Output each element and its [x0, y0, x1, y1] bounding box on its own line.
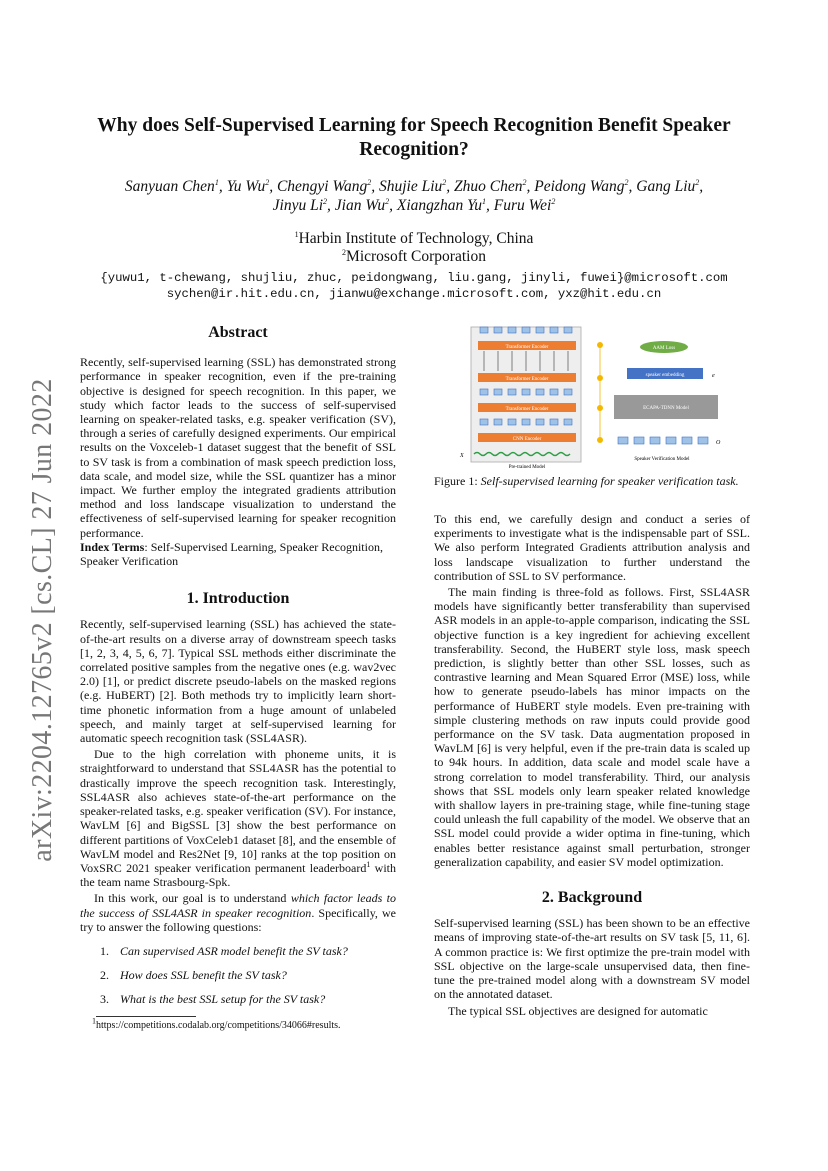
author-line-2: Jinyu Li$^2$, Jian Wu$^2$, Xiangzhan Yu$^1$, Furu Wei$^2$ — [272, 196, 556, 214]
affiliation-1 — [80, 230, 748, 248]
right-paragraph-1: To this end, we carefully design and conduct a series of experiments to investigate what is the indispensable part of SSL. We also perform Integrated Gradients attribution analysis and loss landscape visualization to further understand the contribution of SSL to SV performance. — [434, 512, 750, 583]
index-terms-text: : Self-Supervised Learning, Speaker Recognition, Speaker Verification — [80, 539, 383, 569]
footnote — [80, 1016, 408, 1032]
intro-paragraph-1: Recently, self-supervised learning (SSL) has achieved the state-of-the-art results on a diverse array of downstream speech tasks [1, 2, 3, 4, 5, 6, 7]. Typical SSL methods either discriminate the correlated positive samples from the negative ones (e.g. wav2vec 2.0) [1], or predict discrete pseudo-labels on the masked regions (e.g. HuBERT) [2]. Both methods try to implicitly learn short-time phonetic information from a huge amount of unlabeled speech, and mainly target at self-supervised learning for automatic speech recognition task (SSL4ASR). — [80, 617, 396, 746]
question-text: What is the best SSL setup for the SV task? — [120, 992, 326, 1007]
affiliation-name: Microsoft Corporation — [346, 248, 486, 265]
author: Peidong Wang — [534, 178, 625, 195]
e-label: e — [712, 373, 715, 379]
author-line-1: Sanyuan Chen$^1$, Yu Wu$^2$, Chengyi Wang$^2$, Shujie Liu$^2$, Zhuo Chen$^2$, Peidong Wang$^2$, Gang Liu$^2$, — [124, 177, 704, 195]
abstract-body: Recently, self-supervised learning (SSL) has demonstrated strong performance in speaker recognition, even if the pre-training objective is designed for speech recognition. In this paper, we study which factor leads to the success of self-supervised learning on speaker-related tasks, e.g. speaker verification (SV), through a series of carefully designed experiments. Our empirical results on the Voxceleb-1 dataset suggest that the benefit of SSL to SV task is from a combination of mask speech prediction loss, data scale, and model size, while the SSL quantizer has a minor impact. We further employ the integrated gradients attribution method and loss landscape visualization to understand the effectiveness of self-supervised learning for speaker recognition performance. — [80, 355, 396, 540]
intro-paragraph-2 — [80, 747, 396, 889]
list-number: 2. — [100, 968, 109, 983]
figure-1 — [452, 323, 748, 473]
list-item — [80, 992, 396, 1006]
affiliations — [80, 230, 748, 266]
author: Yu Wu — [226, 178, 266, 195]
author-list — [80, 177, 748, 215]
author-aff: 2 — [522, 177, 527, 187]
abstract-heading: Abstract — [208, 324, 268, 341]
affiliation-name: Harbin Institute of Technology, China — [298, 230, 534, 247]
research-questions — [80, 944, 396, 1007]
emails-line-1: {yuwu1, t-chewang, shujliu, zhuc, peidongwang, liu.gang, jinyli, fuwei}@microsoft.com — [100, 271, 728, 285]
footnote-ref: 1 — [366, 859, 371, 869]
arxiv-id: arXiv:2204.12765v2 [cs.CL] 27 Jun 2022 — [27, 378, 58, 862]
emails-line-2: sychen@ir.hit.edu.cn, jianwu@exchange.microsoft.com, yxz@hit.edu.cn — [166, 287, 662, 301]
background-paragraph-1: Self-supervised learning (SSL) has been shown to be an effective means of improving state-of-the-art results on SV task [5, 11, 6]. A common practice is: We first optimize the pre-train model with SSL objective on the large-scale unsupervised data, then fine-tune the pre-trained model along with a downstream SV model on the annotated dataset. — [434, 916, 750, 1002]
author: Xiangzhan Yu — [396, 197, 483, 214]
o-label: O — [716, 440, 721, 446]
intro-p3-emphasis: which factor leads to the success of SSL4ASR in speaker recognition — [80, 891, 396, 920]
transformer-label: Transformer Encoder — [505, 377, 549, 382]
title-line-1: Why does Self-Supervised Learning for Speech Recognition Benefit Speaker — [97, 115, 731, 136]
left-column — [80, 326, 396, 1017]
x-label: X — [460, 453, 464, 459]
author-aff: 2 — [367, 177, 372, 187]
paper-title — [80, 114, 748, 162]
affiliation-2 — [80, 248, 748, 266]
author-aff: 2 — [695, 177, 700, 187]
author-aff: 2 — [624, 177, 629, 187]
list-item — [80, 944, 396, 958]
intro-p2-tail: with the team name Strasbourg-Spk. — [80, 860, 396, 890]
intro-p3-tail: . Specifically, we try to answer the following questions: — [80, 905, 396, 934]
cnn-label: CNN Encoder — [512, 437, 542, 442]
author-aff: 2 — [265, 177, 270, 187]
author: Furu Wei — [493, 197, 552, 214]
title-line-2: Recognition? — [359, 139, 469, 160]
author-aff: 2 — [551, 196, 556, 206]
ecapa-label: ECAPA-TDNN Model — [643, 406, 689, 411]
background-heading: 2. Background — [541, 889, 643, 907]
sv-model-label: Speaker Verification Model — [634, 457, 690, 462]
caption-label: Figure 1: — [434, 474, 481, 488]
author: Sanyuan Chen — [124, 178, 215, 195]
author-aff: 1 — [482, 196, 487, 206]
question-text: How does SSL benefit the SV task? — [120, 968, 287, 983]
author: Jinyu Li — [272, 197, 324, 214]
intro-paragraph-3 — [80, 891, 396, 934]
author: Shujie Liu — [378, 178, 443, 195]
footnote-divider — [96, 1016, 196, 1017]
caption-text: Self-supervised learning for speaker verification task. — [480, 474, 739, 488]
question-text: Can supervised ASR model benefit the SV task? — [120, 943, 348, 958]
author: Zhuo Chen — [454, 178, 523, 195]
author-aff: 1 — [214, 177, 219, 187]
architecture-diagram — [452, 323, 748, 473]
author-aff: 2 — [442, 177, 447, 187]
intro-p2-text: Due to the high correlation with phoneme units, it is straightforward to understand that SSL4ASR has the potential to drastically improve the speech recognition task. Interestingly, SSL4ASR also achieves state-of-the-art performance on the speaker-related tasks, e.g. speaker verification (SV). For instance, WavLM [6] and BigSSL [3] show the best performance on different partitions of VoxCeleb1 dataset [8], and the ensemble of WavLM model and Res2Net [9, 10] ranks at the top position on VoxSRC 2021 speaker verification permanent leaderboard — [80, 747, 396, 875]
index-terms-label: Index Terms — [80, 539, 145, 554]
intro-heading: 1. Introduction — [186, 590, 290, 608]
list-item — [80, 968, 396, 982]
transformer-label: Transformer Encoder — [505, 407, 549, 412]
author: Jian Wu — [334, 197, 386, 214]
pretrained-label: Pre-trained Model — [508, 465, 546, 470]
affiliation-num: 2 — [342, 247, 347, 257]
author-aff: 2 — [323, 196, 328, 206]
affiliation-num: 1 — [294, 229, 299, 239]
right-column — [434, 512, 750, 1018]
arxiv-sidebar — [18, 360, 68, 880]
footnote-num: 1 — [92, 1016, 96, 1026]
speaker-embedding-label: speaker embedding — [645, 373, 685, 378]
aam-label: AAM Loss — [652, 346, 676, 351]
right-paragraph-2: The main finding is three-fold as follows. First, SSL4ASR models have significantly better transferability than supervised ASR models in an apple-to-apple comparison, indicating the SSL objective function is a key ingredient for achieving excellent transferability. Second, the HuBERT style loss, mask speech prediction, is slightly better than other SSL losses, such as contrastive learning and Mean Squared Error (MSE) loss, while how to generate pseudo-labels has minor impacts on the performance of HuBERT style models. Even pre-training with simple clustering methods on raw inputs could provide good performance on the SV task. Data augmentation proposed in WavLM [6] is very helpful, even if the pre-train data is scaled up to 94k hours. In addition, data scale and model scale have a strong correlation to model transferability. Third, our analysis shows that SSL models only learn speaker related knowledge with shallow layers in pre-training stage, while fine-tuning stage could unleash the full capability of the model. We observe that an SSL model could provide a wider optima in fine-tuning, which enables better resistance against small perturbation, stronger generalization capability, and easier SV model optimization. — [434, 585, 750, 869]
footnote-url[interactable]: https://competitions.codalab.org/competitions/34066#results. — [96, 1020, 341, 1031]
index-terms — [80, 540, 396, 568]
list-number: 3. — [100, 992, 109, 1007]
author-aff: 2 — [385, 196, 390, 206]
emails — [60, 270, 768, 302]
figure-caption — [434, 474, 750, 489]
author: Gang Liu — [636, 178, 696, 195]
intro-p3-text: In this work, our goal is to understand — [94, 891, 291, 906]
list-number: 1. — [100, 943, 109, 958]
transformer-label: Transformer Encoder — [505, 345, 549, 350]
author: Chengyi Wang — [276, 178, 368, 195]
background-paragraph-2: The typical SSL objectives are designed for automatic — [448, 1003, 708, 1018]
